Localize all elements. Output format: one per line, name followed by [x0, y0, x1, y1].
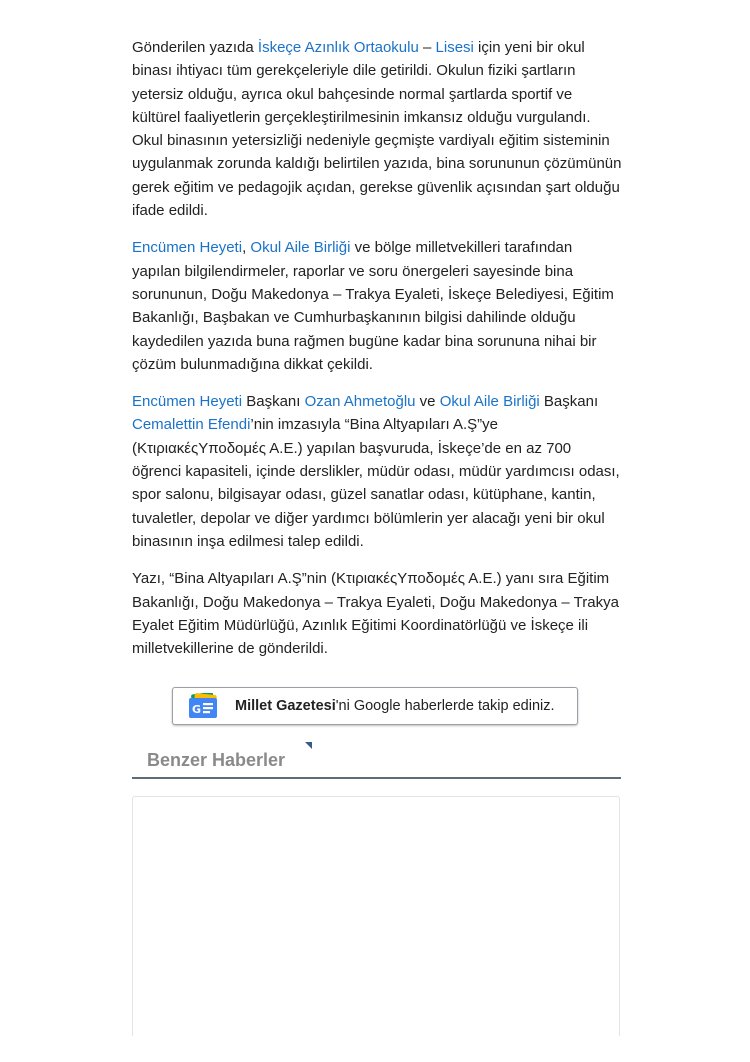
- similar-news-panel: [132, 796, 620, 1036]
- text: ’nin imzasıyla “Bina Altyapıları A.Ş”ye (ΚτιριακέςΥποδομές Α.Ε.) yapılan başvuruda, İskeçe’de en az 700 öğrenci kapasiteli, içinde derslikler, müdür odası, müdür yardımcısı odası, spor salonu, bilgisayar odası, güzel sanatlar odası, kütüphane, kantin, tuvaletler, depolar ve diğer yardımcı bölümlerin yer alacağı yeni bir okul binasının inşa edilmesi talep edildi.: [132, 416, 620, 550]
- paragraph-3: [132, 390, 622, 553]
- link-lisesi[interactable]: Lisesi: [435, 39, 474, 56]
- divider: [132, 777, 621, 779]
- paragraph-1: [132, 36, 622, 222]
- article-body: [132, 36, 622, 674]
- google-news-follow-button[interactable]: [172, 687, 578, 725]
- google-news-text: [235, 698, 555, 714]
- text: Gönderilen yazıda: [132, 39, 258, 56]
- text: ve: [415, 393, 440, 411]
- link-encumen-heyeti[interactable]: Encümen Heyeti: [132, 239, 243, 257]
- link-cemalettin-efendi[interactable]: Cemalettin Efendi: [132, 416, 251, 434]
- link-ozan-ahmetoglu[interactable]: Ozan Ahmetoğlu: [304, 393, 416, 411]
- text: ,: [242, 239, 251, 257]
- text: Başkanı: [242, 393, 305, 411]
- follow-text: 'ni Google haberlerde takip ediniz.: [335, 698, 555, 714]
- link-okul-aile-birligi[interactable]: Okul Aile Birliği: [250, 239, 351, 257]
- link-iskece-azinlik-ortaokulu[interactable]: İskeçe Azınlık Ortaokulu: [257, 39, 419, 56]
- text: Başkanı: [539, 393, 599, 411]
- text: ve bölge milletvekilleri tarafından yapılan bilgilendirmeler, raporlar ve soru önergeleri sayesinde bina sorununun, Doğu Makedonya – Trakya Eyaleti, İskeçe Belediyesi, Eğitim Bakanlığı, Başbakan ve Cumhurbaşkanının bilgisi dahilinde olduğu kaydedilen yazıda buna rağmen bugüne kadar bina sorununa nihai bir çözüm bulunmadığına dikkat çekildi.: [132, 239, 614, 373]
- paragraph-2: [132, 236, 622, 376]
- google-news-icon: [185, 693, 221, 719]
- corner-triangle-icon: [305, 742, 312, 749]
- link-encumen-heyeti[interactable]: Encümen Heyeti: [132, 393, 243, 411]
- text: için yeni bir okul binası ihtiyacı tüm gerekçeleriyle dile getirildi. Okulun fiziki şartların yetersiz olduğu, ayrıca okul bahçesinde normal şartlarda sportif ve kültürel faaliyetlerin gerçekleştirilmesinin imkansız olduğu vurgulandı. Okul binasının yetersizliği nedeniyle geçmişte vardiyalı eğitim sisteminin uygulanmak zorunda kaldığı belirtilen yazıda, bina sorununun çözümünün gerek eğitim ve pedagojik açıdan, gerekse güvenlik açısından şart olduğu ifade edildi.: [132, 39, 622, 220]
- paragraph-4: Yazı, “Bina Altyapıları A.Ş”nin (ΚτιριακέςΥποδομές Α.Ε.) yanı sıra Eğitim Bakanlığı, Doğu Makedonya – Trakya Eyaleti, Doğu Makedonya – Trakya Eyalet Eğitim Müdürlüğü, Azınlık Eğitimi Koordinatörlüğü ve İskeçe ili milletvekillerine de gönderildi.: [132, 570, 619, 658]
- text: –: [418, 39, 436, 56]
- similar-news-title: Benzer Haberler: [147, 750, 286, 770]
- brand-name: Millet Gazetesi: [235, 698, 336, 714]
- svg-text:G: G: [192, 703, 202, 716]
- link-okul-aile-birligi[interactable]: Okul Aile Birliği: [439, 393, 540, 411]
